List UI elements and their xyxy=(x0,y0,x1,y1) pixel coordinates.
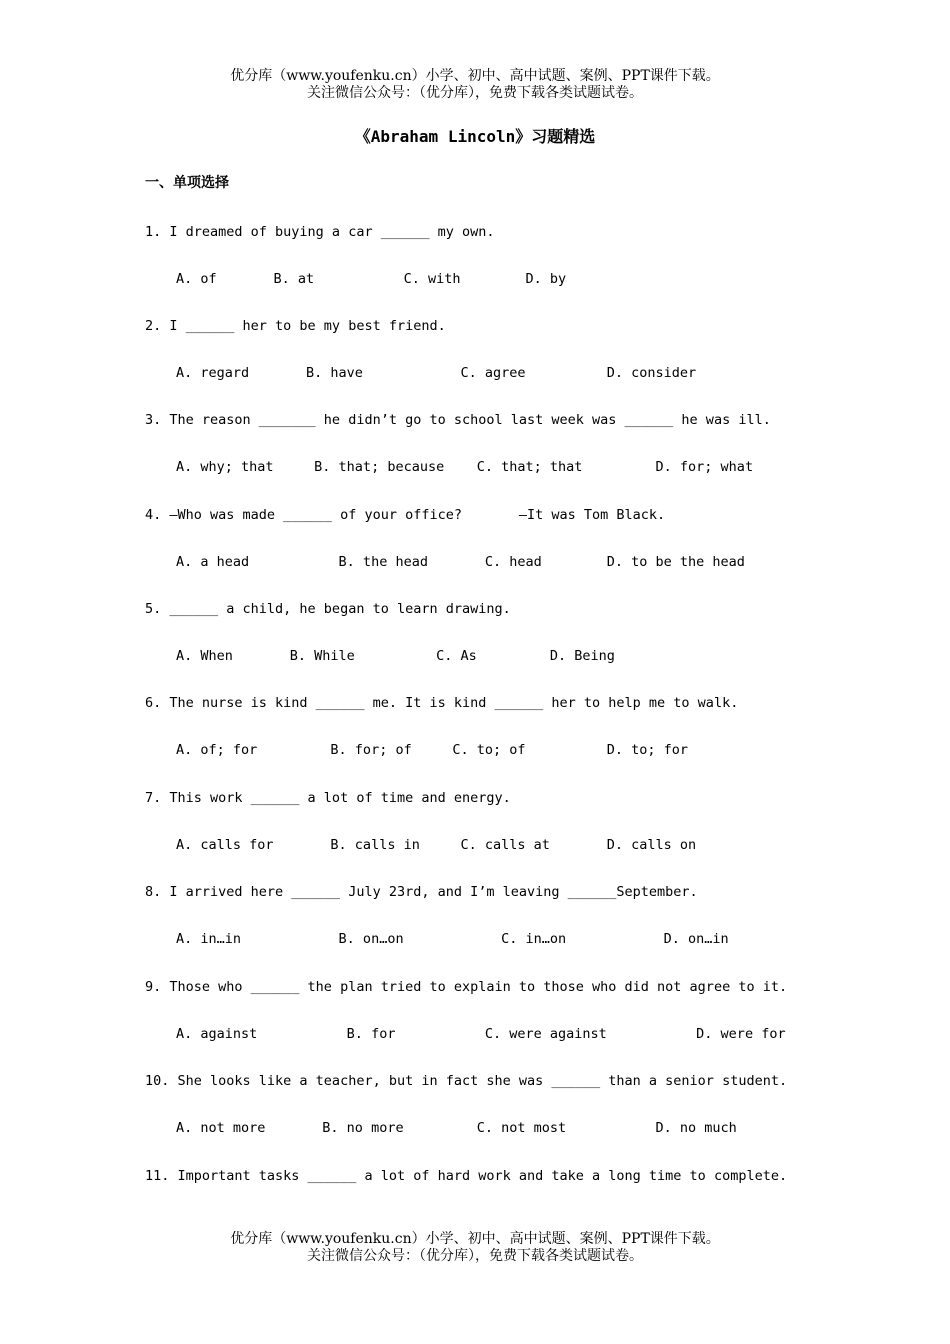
footer-line-2: 关注微信公众号：（优分库），免费下载各类试题试卷。 xyxy=(307,1248,643,1264)
header-line-1: 优分库（www.youfenku.cn）小学、初中、高中试题、案例、PPT课件下载。 xyxy=(230,68,720,84)
document-title: 《Abraham Lincoln》习题精选 xyxy=(354,127,596,146)
question-1: 1. I dreamed of buying a car ______ my own. xyxy=(145,224,495,240)
question-3-options: A. why; that B. that; because C. that; that D. for; what xyxy=(176,459,754,475)
page-header xyxy=(0,68,950,102)
question-7-options: A. calls for B. calls in C. calls at D. calls on xyxy=(176,837,697,853)
question-4-options: A. a head B. the head C. head D. to be the head xyxy=(176,554,745,570)
question-7: 7. This work ______ a lot of time and energy. xyxy=(145,790,511,806)
question-9-options: A. against B. for C. were against D. were for xyxy=(176,1026,786,1042)
question-5: 5. ______ a child, he began to learn drawing. xyxy=(145,601,511,617)
question-2-options: A. regard B. have C. agree D. consider xyxy=(176,365,697,381)
question-6-options: A. of; for B. for; of C. to; of D. to; for xyxy=(176,742,689,758)
question-10-options: A. not more B. no more C. not most D. no much xyxy=(176,1120,737,1136)
question-2: 2. I ______ her to be my best friend. xyxy=(145,318,446,334)
question-9: 9. Those who ______ the plan tried to explain to those who did not agree to it. xyxy=(145,979,788,995)
question-5-options: A. When B. While C. As D. Being xyxy=(176,648,615,664)
question-11: 11. Important tasks ______ a lot of hard work and take a long time to complete. xyxy=(145,1168,788,1184)
question-8-options: A. in…in B. on…on C. in…on D. on…in xyxy=(176,931,729,947)
footer-line-1: 优分库（www.youfenku.cn）小学、初中、高中试题、案例、PPT课件下载。 xyxy=(230,1231,720,1247)
question-6: 6. The nurse is kind ______ me. It is kind ______ her to help me to walk. xyxy=(145,695,739,711)
header-line-2: 关注微信公众号：（优分库），免费下载各类试题试卷。 xyxy=(307,85,643,101)
page-footer xyxy=(0,1231,950,1265)
question-1-options: A. of B. at C. with D. by xyxy=(176,271,567,287)
question-3: 3. The reason _______ he didn’t go to school last week was ______ he was ill. xyxy=(145,412,771,428)
question-10: 10. She looks like a teacher, but in fact she was ______ than a senior student. xyxy=(145,1073,788,1089)
question-4: 4. —Who was made ______ of your office? —It was Tom Black. xyxy=(145,507,666,523)
question-8: 8. I arrived here ______ July 23rd, and I’m leaving ______September. xyxy=(145,884,698,900)
section-heading: 一、单项选择 xyxy=(145,175,229,191)
